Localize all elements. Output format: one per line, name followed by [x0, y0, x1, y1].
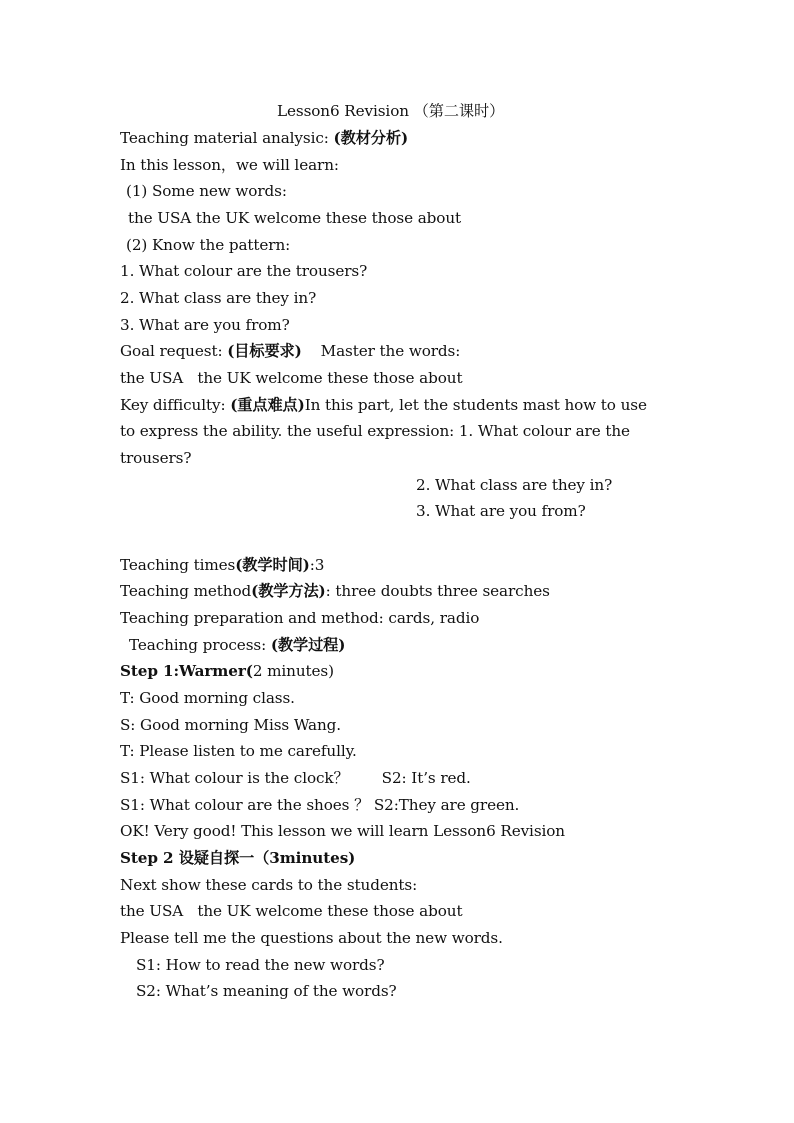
- process-label: Teaching process:: [129, 636, 271, 654]
- method-label: Teaching method: [120, 582, 252, 600]
- pattern-item: 2. What class are they in?: [120, 289, 317, 307]
- student-question: S2: What’s meaning of the words?: [136, 982, 397, 1000]
- intro-line: In this lesson，we will learn:: [120, 156, 339, 174]
- key-text-line2: to express the ability. the useful expression: 1. What colour are the: [120, 422, 630, 440]
- pattern-item: 1. What colour are the trousers?: [120, 262, 368, 280]
- times-cn-label: (教学时间): [235, 556, 310, 574]
- times-label: Teaching times: [120, 556, 236, 574]
- key-difficulty-line: [120, 395, 647, 415]
- material-label: Teaching material analysic:: [120, 129, 334, 147]
- tell-questions-line: Please tell me the questions about the new words.: [120, 929, 503, 947]
- step1-label: Step 1:Warmer(: [120, 662, 253, 680]
- key-label: Key difficulty:: [120, 396, 231, 414]
- dialogue-line: T: Good morning class.: [120, 689, 295, 707]
- teaching-method-line: [120, 581, 550, 601]
- method-text: : three doubts three searches: [325, 582, 550, 600]
- dialogue-line: S1: What colour are the shoes ？ S2:They are green.: [120, 796, 520, 814]
- goal-label: Goal request:: [120, 342, 228, 360]
- step1-heading: [120, 661, 334, 681]
- times-value: :3: [309, 556, 325, 574]
- step2-heading: Step 2 设疑自探一（3minutes): [120, 849, 356, 867]
- lesson-title: Lesson6 Revision （第二课时）: [277, 102, 505, 120]
- student-question: S1: How to read the new words?: [136, 956, 385, 974]
- key-expression-item: 3. What are you from?: [416, 502, 586, 520]
- dialogue-line: T: Please listen to me carefully.: [120, 742, 357, 760]
- goal-request-line: [120, 341, 460, 361]
- cards-intro-line: Next show these cards to the students:: [120, 876, 418, 894]
- material-cn-label: (教材分析): [333, 129, 409, 147]
- teaching-preparation-line: Teaching preparation and method: cards, radio: [120, 609, 480, 627]
- pattern-item: 3. What are you from?: [120, 316, 290, 334]
- key-expression-item: 2. What class are they in?: [416, 476, 613, 494]
- cards-words-list: the USA the UK welcome these those about: [120, 902, 463, 920]
- teaching-process-line: [129, 635, 345, 655]
- dialogue-line: S: Good morning Miss Wang.: [120, 716, 341, 734]
- material-analysis-line: [120, 128, 408, 148]
- goal-cn-label: (目标要求): [227, 342, 302, 360]
- pattern-heading: (2) Know the pattern:: [126, 236, 291, 254]
- key-text-line1: In this part, let the students mast how to use: [304, 396, 647, 414]
- key-text-line3: trousers?: [120, 449, 192, 467]
- dialogue-line: S1: What colour is the clock？ S2: It’s red.: [120, 769, 471, 787]
- teaching-times-line: [120, 555, 324, 575]
- dialogue-line: OK! Very good! This lesson we will learn Lesson6 Revision: [120, 822, 565, 840]
- goal-words-list: the USA the UK welcome these those about: [120, 369, 463, 387]
- goal-text: Master the words:: [301, 342, 461, 360]
- new-words-list: the USA the UK welcome these those about: [128, 209, 462, 227]
- new-words-heading: (1) Some new words:: [126, 182, 287, 200]
- process-cn-label: (教学过程): [270, 636, 346, 654]
- step1-time: 2 minutes): [252, 662, 334, 680]
- key-cn-label: (重点难点): [230, 396, 305, 414]
- method-cn-label: (教学方法): [251, 582, 326, 600]
